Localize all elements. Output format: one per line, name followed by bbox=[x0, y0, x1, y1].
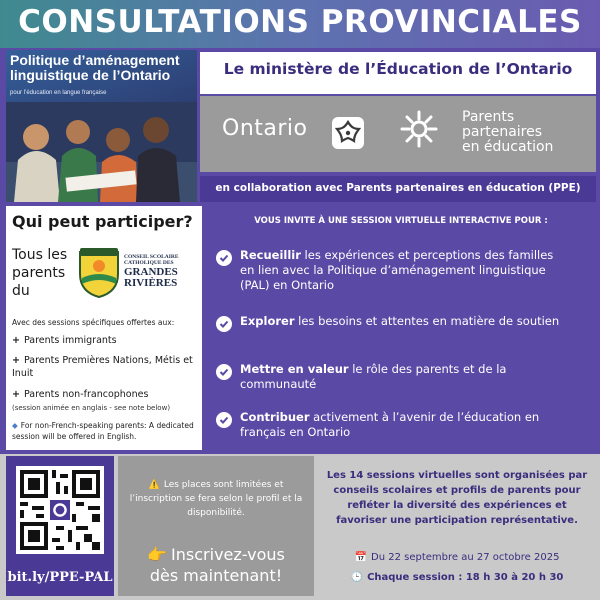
objective-verb: Explorer bbox=[240, 314, 295, 328]
objective-text bbox=[240, 314, 570, 329]
clock-icon: 🕒 bbox=[350, 572, 364, 583]
registration-link[interactable]: bit.ly/PPE-PAL bbox=[7, 570, 113, 585]
cta-line-1-text: Inscrivez-vous bbox=[171, 545, 285, 564]
checkmark-icon bbox=[216, 412, 232, 428]
ppe-logo-text bbox=[462, 110, 553, 155]
school-board-name bbox=[124, 267, 178, 289]
plus-icon: + bbox=[12, 335, 20, 346]
group-label: Parents Premières Nations, Métis et Inuit bbox=[12, 355, 193, 379]
collaboration-text: en collaboration avec Parents partenaires en éducation (PPE) bbox=[215, 182, 581, 194]
cta-line-2: dès maintenant! bbox=[149, 566, 283, 585]
warning-icon: ⚠️ bbox=[148, 480, 160, 490]
objective-text bbox=[240, 362, 570, 392]
ppe-logo-icon bbox=[400, 110, 438, 148]
checkmark-icon bbox=[216, 250, 232, 266]
parents-line-1: Tous les bbox=[12, 247, 68, 263]
sessions-info-panel bbox=[318, 456, 596, 596]
plus-icon: + bbox=[12, 355, 20, 366]
who-panel bbox=[6, 206, 202, 450]
school-badge-text: CSCDGR bbox=[87, 244, 111, 250]
pointing-hand-icon: 👉 bbox=[147, 545, 168, 564]
objective-rest: le rôle des parents et de la communauté bbox=[240, 362, 507, 391]
group-item-indigenous bbox=[12, 354, 198, 380]
parents-line-2: parents bbox=[12, 265, 66, 281]
ppe-line-2: partenaires bbox=[462, 124, 543, 140]
school-board-small-name bbox=[124, 254, 202, 266]
invite-panel bbox=[206, 206, 596, 450]
ppe-line-1: Parents bbox=[462, 109, 515, 125]
who-title: Qui peut participer? bbox=[12, 212, 193, 231]
session-dates-text: Du 22 septembre au 27 octobre 2025 bbox=[371, 552, 560, 563]
plus-icon: + bbox=[12, 389, 20, 400]
session-dates bbox=[318, 552, 596, 563]
collaboration-strip bbox=[200, 176, 596, 202]
checkmark-icon bbox=[216, 316, 232, 332]
cover-photo bbox=[6, 50, 197, 202]
header-banner bbox=[0, 0, 600, 48]
ppe-line-3: en éducation bbox=[462, 139, 554, 155]
objective-verb: Mettre en valeur bbox=[240, 362, 349, 376]
objective-rest: les besoins et attentes en matière de soutien bbox=[294, 314, 560, 328]
session-time bbox=[318, 572, 596, 583]
session-time-text: Chaque session : 18 h 30 à 20 h 30 bbox=[367, 572, 564, 583]
sessions-intro: Avec des sessions spécifiques offertes aux: bbox=[12, 318, 175, 327]
logos-band bbox=[200, 96, 596, 172]
objective-text bbox=[240, 410, 570, 440]
group-item-non-francophone bbox=[12, 388, 198, 401]
ministry-banner bbox=[200, 52, 596, 94]
school-small-text: CONSEIL SCOLAIRE CATHOLIQUE DES bbox=[124, 254, 179, 266]
limited-places-text: Les places sont limitées et l’inscription se fera selon le profil et la disponibilité. bbox=[129, 480, 303, 518]
cover-subtitle: pour l’éducation en langue française bbox=[10, 90, 107, 96]
cta-line-1 bbox=[118, 544, 314, 565]
parents-line-3: du bbox=[12, 283, 30, 299]
objective-verb: Contribuer bbox=[240, 410, 310, 424]
group-note: (session animée en anglais - see note below) bbox=[12, 404, 171, 412]
objective-rest: activement à l’avenir de l’éducation en français en Ontario bbox=[240, 410, 540, 439]
school-board-crest-icon bbox=[76, 244, 122, 298]
cover-title: Politique d’aménagement linguistique de l’Ontario bbox=[10, 52, 180, 83]
qr-code[interactable] bbox=[16, 466, 104, 554]
qr-panel bbox=[6, 456, 114, 596]
diamond-icon: ◆ bbox=[12, 421, 18, 430]
ministry-title: Le ministère de l’Éducation de l’Ontario bbox=[223, 60, 573, 78]
sessions-description: Les 14 sessions virtuelles sont organisées par conseils scolaires et profils de parents pour refléter la diversité des expériences et favoriser une participation représentative. bbox=[326, 470, 588, 526]
english-note-text: For non-French-speaking parents: A dedicated session will be offered in English. bbox=[12, 421, 194, 441]
all-parents-text bbox=[12, 246, 76, 300]
calendar-icon: 📅 bbox=[354, 552, 367, 563]
school-big-line-2: RIVIÈRES bbox=[124, 277, 178, 289]
english-note bbox=[12, 420, 200, 442]
invite-heading: VOUS INVITE À UNE SESSION VIRTUELLE INTERACTIVE POUR : bbox=[254, 216, 548, 226]
objective-rest: les expériences et perceptions des familles en lien avec la Politique d’aménagement linguistique (PAL) en Ontario bbox=[240, 248, 554, 292]
ontario-logo-text: Ontario bbox=[222, 116, 308, 141]
checkmark-icon bbox=[216, 364, 232, 380]
page-title: CONSULTATIONS PROVINCIALES bbox=[18, 4, 582, 40]
register-panel bbox=[118, 456, 314, 596]
group-item-immigrants bbox=[12, 334, 198, 347]
students-photo bbox=[6, 102, 197, 202]
school-big-line-1: GRANDES bbox=[124, 266, 178, 278]
group-label: Parents non-francophones bbox=[23, 389, 149, 400]
objective-text bbox=[240, 248, 570, 293]
trillium-icon bbox=[332, 117, 364, 149]
register-cta bbox=[118, 544, 314, 586]
objective-verb: Recueillir bbox=[240, 248, 301, 262]
limited-places-note bbox=[126, 478, 306, 520]
group-label: Parents immigrants bbox=[23, 335, 117, 346]
